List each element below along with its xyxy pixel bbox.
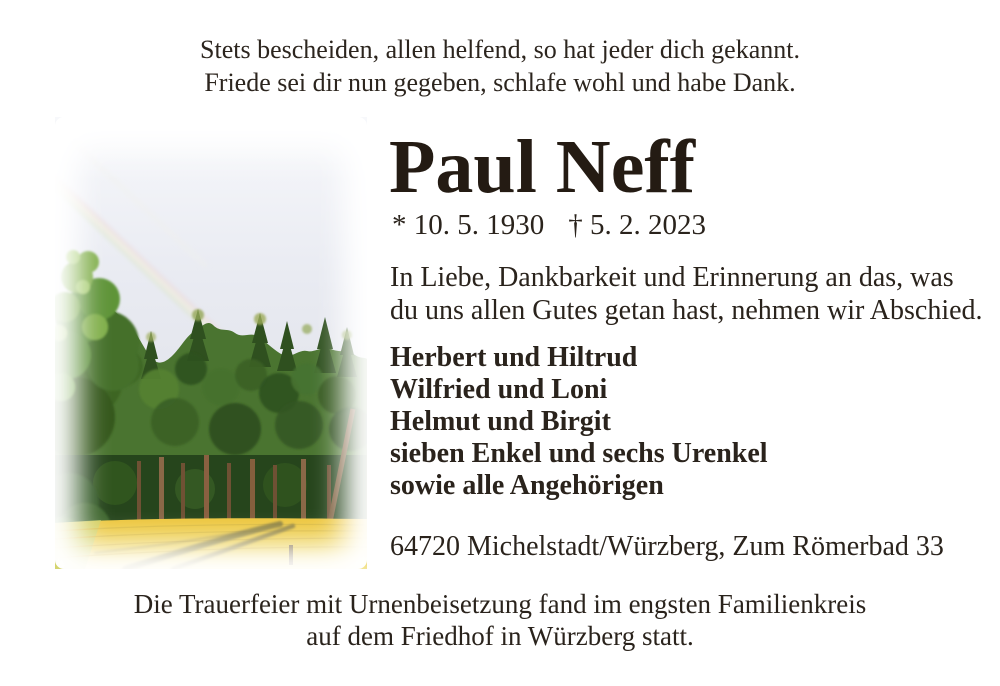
deceased-name: Paul Neff [389, 125, 696, 209]
tribute-line-2: du uns allen Gutes getan hast, nehmen wir Abschied. [390, 295, 983, 326]
address-line: 64720 Michelstadt/Würzberg, Zum Römerbad 33 [390, 531, 944, 562]
tribute-line-1: In Liebe, Dankbarkeit und Erinnerung an das, was [390, 262, 954, 293]
tribute-text [390, 261, 990, 327]
funeral-note [0, 588, 1000, 652]
epigraph [0, 33, 1000, 99]
mourner-line-2: Wilfried und Loni [390, 374, 608, 405]
forest-rainbow-photo [55, 117, 367, 569]
death-date: † 5. 2. 2023 [568, 209, 706, 241]
photo-feather-edge [55, 117, 367, 569]
mourner-line-5: sowie alle Angehörigen [390, 470, 664, 501]
mourner-line-3: Helmut und Birgit [390, 406, 611, 437]
life-dates [392, 209, 706, 241]
epigraph-line-1: Stets bescheiden, allen helfend, so hat jeder dich gekannt. [200, 35, 800, 64]
funeral-note-line-2: auf dem Friedhof in Würzberg statt. [306, 621, 694, 651]
funeral-note-line-1: Die Trauerfeier mit Urnenbeisetzung fand im engsten Familienkreis [133, 589, 867, 619]
mourner-line-1: Herbert und Hiltrud [390, 342, 638, 373]
epigraph-line-2: Friede sei dir nun gegeben, schlafe wohl und habe Dank. [204, 68, 796, 97]
mourners-list [390, 342, 950, 502]
birth-date: * 10. 5. 1930 [392, 209, 545, 241]
mourner-line-4: sieben Enkel und sechs Urenkel [390, 438, 768, 469]
